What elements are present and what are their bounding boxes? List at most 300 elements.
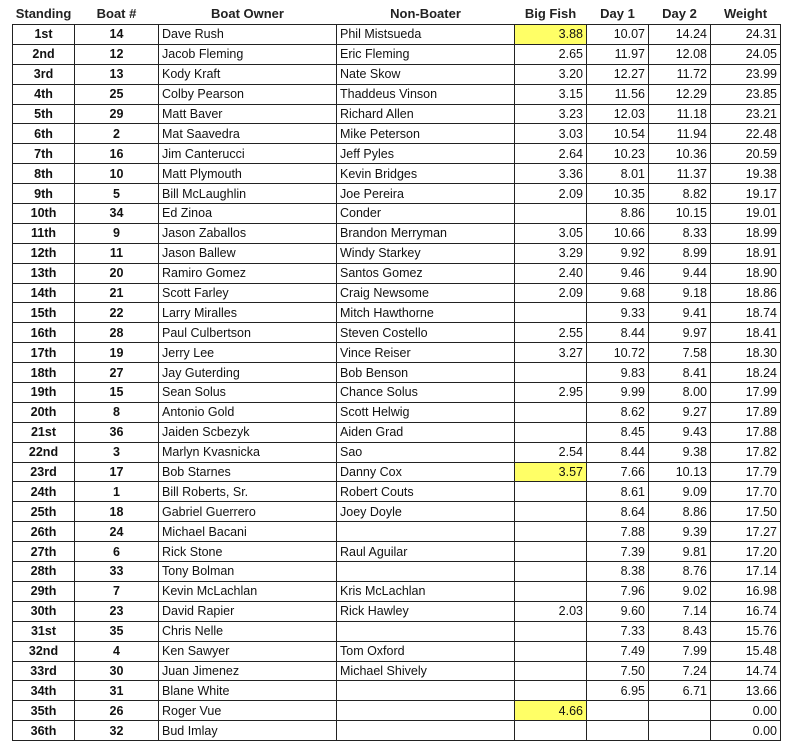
day-1-cell: 8.45 xyxy=(587,422,649,442)
boat-number-cell: 1 xyxy=(75,482,159,502)
big-fish-cell: 2.54 xyxy=(515,442,587,462)
weight-cell: 14.74 xyxy=(711,661,781,681)
standing-cell: 18th xyxy=(13,363,75,383)
weight-cell: 24.05 xyxy=(711,44,781,64)
big-fish-cell xyxy=(515,661,587,681)
day-1-cell: 9.60 xyxy=(587,601,649,621)
table-row xyxy=(13,184,781,204)
non-boater-cell: Craig Newsome xyxy=(337,283,515,303)
day-2-cell: 9.81 xyxy=(649,542,711,562)
weight-cell: 18.90 xyxy=(711,263,781,283)
day-1-cell: 9.99 xyxy=(587,383,649,403)
standing-cell: 21st xyxy=(13,422,75,442)
weight-cell: 19.38 xyxy=(711,164,781,184)
boat-number-cell: 15 xyxy=(75,383,159,403)
day-2-cell: 7.24 xyxy=(649,661,711,681)
standing-cell: 17th xyxy=(13,343,75,363)
big-fish-cell: 3.57 xyxy=(515,462,587,482)
header-big-fish: Big Fish xyxy=(524,5,577,21)
big-fish-cell: 3.05 xyxy=(515,223,587,243)
day-2-cell: 6.71 xyxy=(649,681,711,701)
weight-cell: 18.99 xyxy=(711,223,781,243)
non-boater-cell: Jeff Pyles xyxy=(337,144,515,164)
day-1-cell: 11.56 xyxy=(587,84,649,104)
table-row xyxy=(13,144,781,164)
weight-cell: 20.59 xyxy=(711,144,781,164)
day-2-cell: 8.99 xyxy=(649,243,711,263)
standing-cell: 5th xyxy=(13,104,75,124)
weight-cell: 15.48 xyxy=(711,641,781,661)
day-1-cell: 8.44 xyxy=(587,323,649,343)
standing-cell: 34th xyxy=(13,681,75,701)
boat-owner-cell: Jerry Lee xyxy=(159,343,337,363)
weight-cell: 22.48 xyxy=(711,124,781,144)
boat-number-cell: 13 xyxy=(75,64,159,84)
boat-owner-cell: Jacob Fleming xyxy=(159,44,337,64)
standing-cell: 6th xyxy=(13,124,75,144)
day-1-cell: 8.64 xyxy=(587,502,649,522)
boat-owner-cell: Ramiro Gomez xyxy=(159,263,337,283)
non-boater-cell: Bob Benson xyxy=(337,363,515,383)
day-1-cell: 11.97 xyxy=(587,44,649,64)
standing-cell: 2nd xyxy=(13,44,75,64)
weight-cell: 24.31 xyxy=(711,25,781,45)
weight-cell: 23.21 xyxy=(711,104,781,124)
boat-owner-cell: Marlyn Kvasnicka xyxy=(159,442,337,462)
header-day-2: Day 2 xyxy=(662,5,697,21)
boat-owner-cell: Sean Solus xyxy=(159,383,337,403)
boat-owner-cell: Roger Vue xyxy=(159,701,337,721)
day-2-cell: 8.82 xyxy=(649,184,711,204)
day-1-cell: 12.03 xyxy=(587,104,649,124)
boat-owner-cell: Dave Rush xyxy=(159,25,337,45)
boat-number-cell: 18 xyxy=(75,502,159,522)
big-fish-cell: 3.36 xyxy=(515,164,587,184)
weight-cell: 17.89 xyxy=(711,402,781,422)
standing-cell: 12th xyxy=(13,243,75,263)
day-1-cell: 12.27 xyxy=(587,64,649,84)
big-fish-cell xyxy=(515,721,587,741)
day-2-cell: 9.44 xyxy=(649,263,711,283)
non-boater-cell xyxy=(337,721,515,741)
standing-cell: 35th xyxy=(13,701,75,721)
non-boater-cell: Raul Aguilar xyxy=(337,542,515,562)
weight-cell: 16.74 xyxy=(711,601,781,621)
boat-owner-cell: Michael Bacani xyxy=(159,522,337,542)
standing-cell: 24th xyxy=(13,482,75,502)
header-boat-owner: Boat Owner xyxy=(211,5,284,21)
day-1-cell: 10.66 xyxy=(587,223,649,243)
day-2-cell: 10.15 xyxy=(649,204,711,224)
table-row xyxy=(13,542,781,562)
day-2-cell: 9.18 xyxy=(649,283,711,303)
table-row xyxy=(13,383,781,403)
day-1-cell: 9.92 xyxy=(587,243,649,263)
big-fish-cell: 2.09 xyxy=(515,283,587,303)
day-2-cell: 8.76 xyxy=(649,562,711,582)
big-fish-cell xyxy=(515,402,587,422)
boat-owner-cell: Ed Zinoa xyxy=(159,204,337,224)
weight-cell: 18.74 xyxy=(711,303,781,323)
day-1-cell: 10.23 xyxy=(587,144,649,164)
big-fish-cell xyxy=(515,482,587,502)
table-row xyxy=(13,402,781,422)
big-fish-cell: 2.95 xyxy=(515,383,587,403)
day-2-cell: 11.72 xyxy=(649,64,711,84)
weight-cell: 13.66 xyxy=(711,681,781,701)
non-boater-cell: Scott Helwig xyxy=(337,402,515,422)
boat-number-cell: 20 xyxy=(75,263,159,283)
non-boater-cell xyxy=(337,522,515,542)
day-1-cell: 8.62 xyxy=(587,402,649,422)
boat-owner-cell: Chris Nelle xyxy=(159,621,337,641)
day-2-cell: 11.94 xyxy=(649,124,711,144)
non-boater-cell xyxy=(337,562,515,582)
standing-cell: 13th xyxy=(13,263,75,283)
big-fish-cell: 3.20 xyxy=(515,64,587,84)
header-weight: Weight xyxy=(723,5,768,21)
big-fish-cell: 2.40 xyxy=(515,263,587,283)
standing-cell: 9th xyxy=(13,184,75,204)
weight-cell: 17.14 xyxy=(711,562,781,582)
big-fish-cell xyxy=(515,363,587,383)
non-boater-cell: Thaddeus Vinson xyxy=(337,84,515,104)
day-2-cell: 10.36 xyxy=(649,144,711,164)
weight-cell: 18.86 xyxy=(711,283,781,303)
table-row xyxy=(13,502,781,522)
table-row xyxy=(13,601,781,621)
boat-number-cell: 14 xyxy=(75,25,159,45)
boat-number-cell: 19 xyxy=(75,343,159,363)
table-row xyxy=(13,204,781,224)
day-1-cell: 8.86 xyxy=(587,204,649,224)
boat-owner-cell: Kevin McLachlan xyxy=(159,581,337,601)
day-2-cell: 8.86 xyxy=(649,502,711,522)
day-1-cell xyxy=(587,701,649,721)
weight-cell: 19.17 xyxy=(711,184,781,204)
day-2-cell: 8.00 xyxy=(649,383,711,403)
standing-cell: 32nd xyxy=(13,641,75,661)
day-2-cell: 12.08 xyxy=(649,44,711,64)
boat-owner-cell: Jay Guterding xyxy=(159,363,337,383)
boat-owner-cell: Kody Kraft xyxy=(159,64,337,84)
header-row xyxy=(13,2,781,25)
non-boater-cell: Conder xyxy=(337,204,515,224)
non-boater-cell: Danny Cox xyxy=(337,462,515,482)
boat-owner-cell: Jason Ballew xyxy=(159,243,337,263)
big-fish-cell: 2.03 xyxy=(515,601,587,621)
boat-number-cell: 29 xyxy=(75,104,159,124)
table-row xyxy=(13,84,781,104)
weight-cell: 17.79 xyxy=(711,462,781,482)
day-1-cell: 10.72 xyxy=(587,343,649,363)
standing-cell: 25th xyxy=(13,502,75,522)
table-row xyxy=(13,263,781,283)
weight-cell: 17.99 xyxy=(711,383,781,403)
table-row xyxy=(13,462,781,482)
table-row xyxy=(13,701,781,721)
standing-cell: 16th xyxy=(13,323,75,343)
non-boater-cell: Joey Doyle xyxy=(337,502,515,522)
big-fish-cell: 2.55 xyxy=(515,323,587,343)
boat-number-cell: 25 xyxy=(75,84,159,104)
big-fish-cell xyxy=(515,562,587,582)
boat-number-cell: 4 xyxy=(75,641,159,661)
table-row xyxy=(13,343,781,363)
day-1-cell: 7.39 xyxy=(587,542,649,562)
weight-cell: 17.50 xyxy=(711,502,781,522)
boat-number-cell: 24 xyxy=(75,522,159,542)
day-1-cell: 6.95 xyxy=(587,681,649,701)
big-fish-cell: 2.65 xyxy=(515,44,587,64)
weight-cell: 16.98 xyxy=(711,581,781,601)
boat-owner-cell: Matt Baver xyxy=(159,104,337,124)
big-fish-cell: 3.27 xyxy=(515,343,587,363)
day-2-cell: 10.13 xyxy=(649,462,711,482)
day-2-cell xyxy=(649,721,711,741)
day-2-cell: 9.97 xyxy=(649,323,711,343)
big-fish-cell xyxy=(515,502,587,522)
non-boater-cell: Mitch Hawthorne xyxy=(337,303,515,323)
standing-cell: 29th xyxy=(13,581,75,601)
non-boater-cell: Chance Solus xyxy=(337,383,515,403)
boat-owner-cell: David Rapier xyxy=(159,601,337,621)
boat-number-cell: 30 xyxy=(75,661,159,681)
weight-cell: 23.85 xyxy=(711,84,781,104)
standing-cell: 10th xyxy=(13,204,75,224)
boat-owner-cell: Paul Culbertson xyxy=(159,323,337,343)
big-fish-cell xyxy=(515,542,587,562)
table-row xyxy=(13,621,781,641)
big-fish-cell xyxy=(515,522,587,542)
boat-number-cell: 17 xyxy=(75,462,159,482)
day-1-cell: 7.96 xyxy=(587,581,649,601)
big-fish-cell xyxy=(515,422,587,442)
header-standing: Standing xyxy=(15,5,72,21)
boat-number-cell: 26 xyxy=(75,701,159,721)
weight-cell: 19.01 xyxy=(711,204,781,224)
big-fish-cell xyxy=(515,641,587,661)
boat-number-cell: 31 xyxy=(75,681,159,701)
day-2-cell: 9.38 xyxy=(649,442,711,462)
non-boater-cell: Robert Couts xyxy=(337,482,515,502)
boat-owner-cell: Ken Sawyer xyxy=(159,641,337,661)
table-row xyxy=(13,522,781,542)
table-row xyxy=(13,641,781,661)
boat-number-cell: 3 xyxy=(75,442,159,462)
boat-number-cell: 22 xyxy=(75,303,159,323)
standing-cell: 3rd xyxy=(13,64,75,84)
boat-owner-cell: Jim Canterucci xyxy=(159,144,337,164)
table-row xyxy=(13,25,781,45)
day-2-cell: 9.41 xyxy=(649,303,711,323)
boat-number-cell: 27 xyxy=(75,363,159,383)
weight-cell: 15.76 xyxy=(711,621,781,641)
table-row xyxy=(13,482,781,502)
day-1-cell: 8.44 xyxy=(587,442,649,462)
table-row xyxy=(13,661,781,681)
standing-cell: 26th xyxy=(13,522,75,542)
big-fish-cell: 3.23 xyxy=(515,104,587,124)
non-boater-cell xyxy=(337,701,515,721)
boat-number-cell: 28 xyxy=(75,323,159,343)
day-1-cell: 7.88 xyxy=(587,522,649,542)
standing-cell: 31st xyxy=(13,621,75,641)
table-row xyxy=(13,64,781,84)
day-1-cell: 7.49 xyxy=(587,641,649,661)
day-1-cell: 7.66 xyxy=(587,462,649,482)
weight-cell: 17.20 xyxy=(711,542,781,562)
standings-body xyxy=(13,25,781,741)
weight-cell: 18.41 xyxy=(711,323,781,343)
boat-number-cell: 11 xyxy=(75,243,159,263)
standing-cell: 22nd xyxy=(13,442,75,462)
boat-number-cell: 9 xyxy=(75,223,159,243)
big-fish-cell: 4.66 xyxy=(515,701,587,721)
non-boater-cell: Vince Reiser xyxy=(337,343,515,363)
non-boater-cell: Aiden Grad xyxy=(337,422,515,442)
table-row xyxy=(13,104,781,124)
table-row xyxy=(13,681,781,701)
boat-owner-cell: Gabriel Guerrero xyxy=(159,502,337,522)
header-non-boater: Non-Boater xyxy=(390,5,461,21)
big-fish-cell: 2.09 xyxy=(515,184,587,204)
day-2-cell: 8.43 xyxy=(649,621,711,641)
boat-number-cell: 12 xyxy=(75,44,159,64)
standing-cell: 8th xyxy=(13,164,75,184)
boat-number-cell: 23 xyxy=(75,601,159,621)
boat-number-cell: 8 xyxy=(75,402,159,422)
day-2-cell xyxy=(649,701,711,721)
table-row xyxy=(13,442,781,462)
standing-cell: 19th xyxy=(13,383,75,403)
non-boater-cell: Phil Mistsueda xyxy=(337,25,515,45)
standing-cell: 27th xyxy=(13,542,75,562)
non-boater-cell: Tom Oxford xyxy=(337,641,515,661)
day-2-cell: 11.18 xyxy=(649,104,711,124)
day-1-cell: 9.33 xyxy=(587,303,649,323)
boat-number-cell: 36 xyxy=(75,422,159,442)
day-2-cell: 7.99 xyxy=(649,641,711,661)
non-boater-cell xyxy=(337,681,515,701)
day-2-cell: 9.43 xyxy=(649,422,711,442)
non-boater-cell: Brandon Merryman xyxy=(337,223,515,243)
weight-cell: 23.99 xyxy=(711,64,781,84)
non-boater-cell: Kevin Bridges xyxy=(337,164,515,184)
boat-number-cell: 6 xyxy=(75,542,159,562)
boat-owner-cell: Blane White xyxy=(159,681,337,701)
non-boater-cell: Sao xyxy=(337,442,515,462)
weight-cell: 17.82 xyxy=(711,442,781,462)
day-2-cell: 8.41 xyxy=(649,363,711,383)
non-boater-cell: Joe Pereira xyxy=(337,184,515,204)
day-2-cell: 7.14 xyxy=(649,601,711,621)
boat-owner-cell: Mat Saavedra xyxy=(159,124,337,144)
day-1-cell: 10.54 xyxy=(587,124,649,144)
non-boater-cell: Eric Fleming xyxy=(337,44,515,64)
standing-cell: 4th xyxy=(13,84,75,104)
boat-number-cell: 21 xyxy=(75,283,159,303)
big-fish-cell xyxy=(515,621,587,641)
non-boater-cell: Steven Costello xyxy=(337,323,515,343)
standing-cell: 1st xyxy=(13,25,75,45)
day-2-cell: 7.58 xyxy=(649,343,711,363)
day-1-cell: 8.01 xyxy=(587,164,649,184)
day-2-cell: 9.09 xyxy=(649,482,711,502)
boat-owner-cell: Tony Bolman xyxy=(159,562,337,582)
table-row xyxy=(13,422,781,442)
non-boater-cell: Rick Hawley xyxy=(337,601,515,621)
weight-cell: 17.27 xyxy=(711,522,781,542)
boat-owner-cell: Scott Farley xyxy=(159,283,337,303)
boat-owner-cell: Jason Zaballos xyxy=(159,223,337,243)
boat-number-cell: 5 xyxy=(75,184,159,204)
table-row xyxy=(13,223,781,243)
boat-owner-cell: Bud Imlay xyxy=(159,721,337,741)
standing-cell: 30th xyxy=(13,601,75,621)
day-2-cell: 12.29 xyxy=(649,84,711,104)
boat-owner-cell: Jaiden Scbezyk xyxy=(159,422,337,442)
boat-number-cell: 33 xyxy=(75,562,159,582)
table-row xyxy=(13,124,781,144)
table-row xyxy=(13,363,781,383)
boat-number-cell: 7 xyxy=(75,581,159,601)
day-2-cell: 8.33 xyxy=(649,223,711,243)
boat-owner-cell: Rick Stone xyxy=(159,542,337,562)
weight-cell: 0.00 xyxy=(711,721,781,741)
weight-cell: 18.30 xyxy=(711,343,781,363)
day-2-cell: 9.39 xyxy=(649,522,711,542)
standing-cell: 14th xyxy=(13,283,75,303)
non-boater-cell: Richard Allen xyxy=(337,104,515,124)
big-fish-cell xyxy=(515,681,587,701)
standing-cell: 11th xyxy=(13,223,75,243)
big-fish-cell xyxy=(515,204,587,224)
boat-number-cell: 32 xyxy=(75,721,159,741)
standing-cell: 7th xyxy=(13,144,75,164)
table-row xyxy=(13,243,781,263)
day-1-cell: 9.68 xyxy=(587,283,649,303)
big-fish-cell: 3.15 xyxy=(515,84,587,104)
table-row xyxy=(13,283,781,303)
day-2-cell: 11.37 xyxy=(649,164,711,184)
big-fish-cell: 3.03 xyxy=(515,124,587,144)
day-2-cell: 14.24 xyxy=(649,25,711,45)
day-1-cell: 8.38 xyxy=(587,562,649,582)
boat-owner-cell: Bill McLaughlin xyxy=(159,184,337,204)
table-row xyxy=(13,303,781,323)
boat-number-cell: 16 xyxy=(75,144,159,164)
standing-cell: 15th xyxy=(13,303,75,323)
boat-owner-cell: Antonio Gold xyxy=(159,402,337,422)
day-2-cell: 9.02 xyxy=(649,581,711,601)
boat-number-cell: 2 xyxy=(75,124,159,144)
standings-sheet xyxy=(12,2,781,741)
boat-owner-cell: Bob Starnes xyxy=(159,462,337,482)
boat-owner-cell: Bill Roberts, Sr. xyxy=(159,482,337,502)
table-row xyxy=(13,44,781,64)
non-boater-cell: Kris McLachlan xyxy=(337,581,515,601)
standing-cell: 33rd xyxy=(13,661,75,681)
standing-cell: 23rd xyxy=(13,462,75,482)
table-row xyxy=(13,581,781,601)
weight-cell: 17.88 xyxy=(711,422,781,442)
header-day-1: Day 1 xyxy=(600,5,635,21)
big-fish-cell: 2.64 xyxy=(515,144,587,164)
day-1-cell: 8.61 xyxy=(587,482,649,502)
day-1-cell: 9.83 xyxy=(587,363,649,383)
table-row xyxy=(13,721,781,741)
